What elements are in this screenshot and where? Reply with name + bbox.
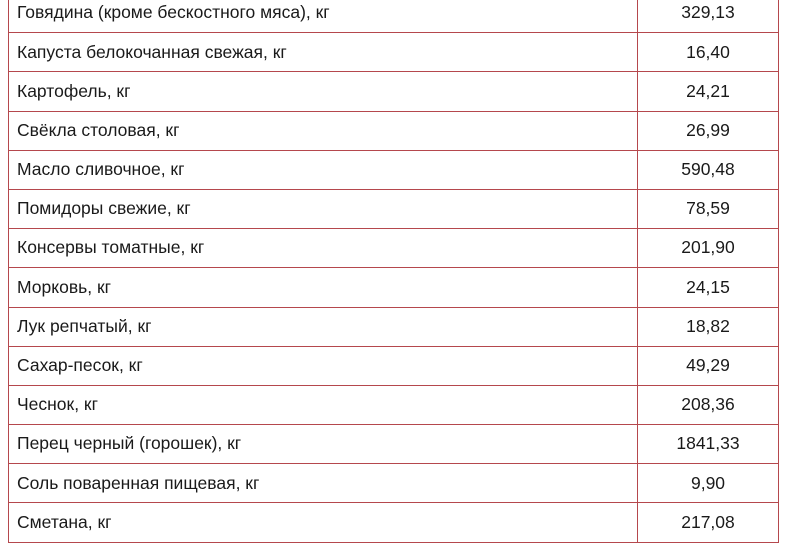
price-cell: 18,82 bbox=[638, 307, 779, 346]
product-name-cell: Лук репчатый, кг bbox=[9, 307, 638, 346]
price-cell: 78,59 bbox=[638, 189, 779, 228]
product-name-cell: Говядина (кроме бескостного мяса), кг bbox=[9, 0, 638, 33]
product-name-cell: Сахар-песок, кг bbox=[9, 346, 638, 385]
product-name-cell: Свёкла столовая, кг bbox=[9, 111, 638, 150]
price-table-body bbox=[9, 0, 779, 542]
price-cell: 329,13 bbox=[638, 0, 779, 33]
table-row bbox=[9, 0, 779, 33]
price-cell: 1841,33 bbox=[638, 425, 779, 464]
price-cell: 24,21 bbox=[638, 72, 779, 111]
product-name-cell: Масло сливочное, кг bbox=[9, 150, 638, 189]
table-row bbox=[9, 307, 779, 346]
product-name-cell: Картофель, кг bbox=[9, 72, 638, 111]
price-cell: 49,29 bbox=[638, 346, 779, 385]
product-name-cell: Соль поваренная пищевая, кг bbox=[9, 464, 638, 503]
table-row bbox=[9, 72, 779, 111]
table-row bbox=[9, 229, 779, 268]
table-row bbox=[9, 111, 779, 150]
product-name-cell: Капуста белокочанная свежая, кг bbox=[9, 33, 638, 72]
table-row bbox=[9, 268, 779, 307]
product-name-cell: Морковь, кг bbox=[9, 268, 638, 307]
table-row bbox=[9, 189, 779, 228]
price-cell: 590,48 bbox=[638, 150, 779, 189]
product-name-cell: Помидоры свежие, кг bbox=[9, 189, 638, 228]
table-row bbox=[9, 425, 779, 464]
product-name-cell: Консервы томатные, кг bbox=[9, 229, 638, 268]
table-row bbox=[9, 464, 779, 503]
table-row bbox=[9, 503, 779, 542]
price-cell: 16,40 bbox=[638, 33, 779, 72]
product-name-cell: Перец черный (горошек), кг bbox=[9, 425, 638, 464]
price-cell: 24,15 bbox=[638, 268, 779, 307]
price-cell: 217,08 bbox=[638, 503, 779, 542]
table-row bbox=[9, 385, 779, 424]
table-row bbox=[9, 33, 779, 72]
table-row bbox=[9, 346, 779, 385]
table-row bbox=[9, 150, 779, 189]
price-cell: 9,90 bbox=[638, 464, 779, 503]
price-cell: 201,90 bbox=[638, 229, 779, 268]
product-name-cell: Чеснок, кг bbox=[9, 385, 638, 424]
price-cell: 26,99 bbox=[638, 111, 779, 150]
price-cell: 208,36 bbox=[638, 385, 779, 424]
price-table bbox=[8, 0, 779, 543]
product-name-cell: Сметана, кг bbox=[9, 503, 638, 542]
